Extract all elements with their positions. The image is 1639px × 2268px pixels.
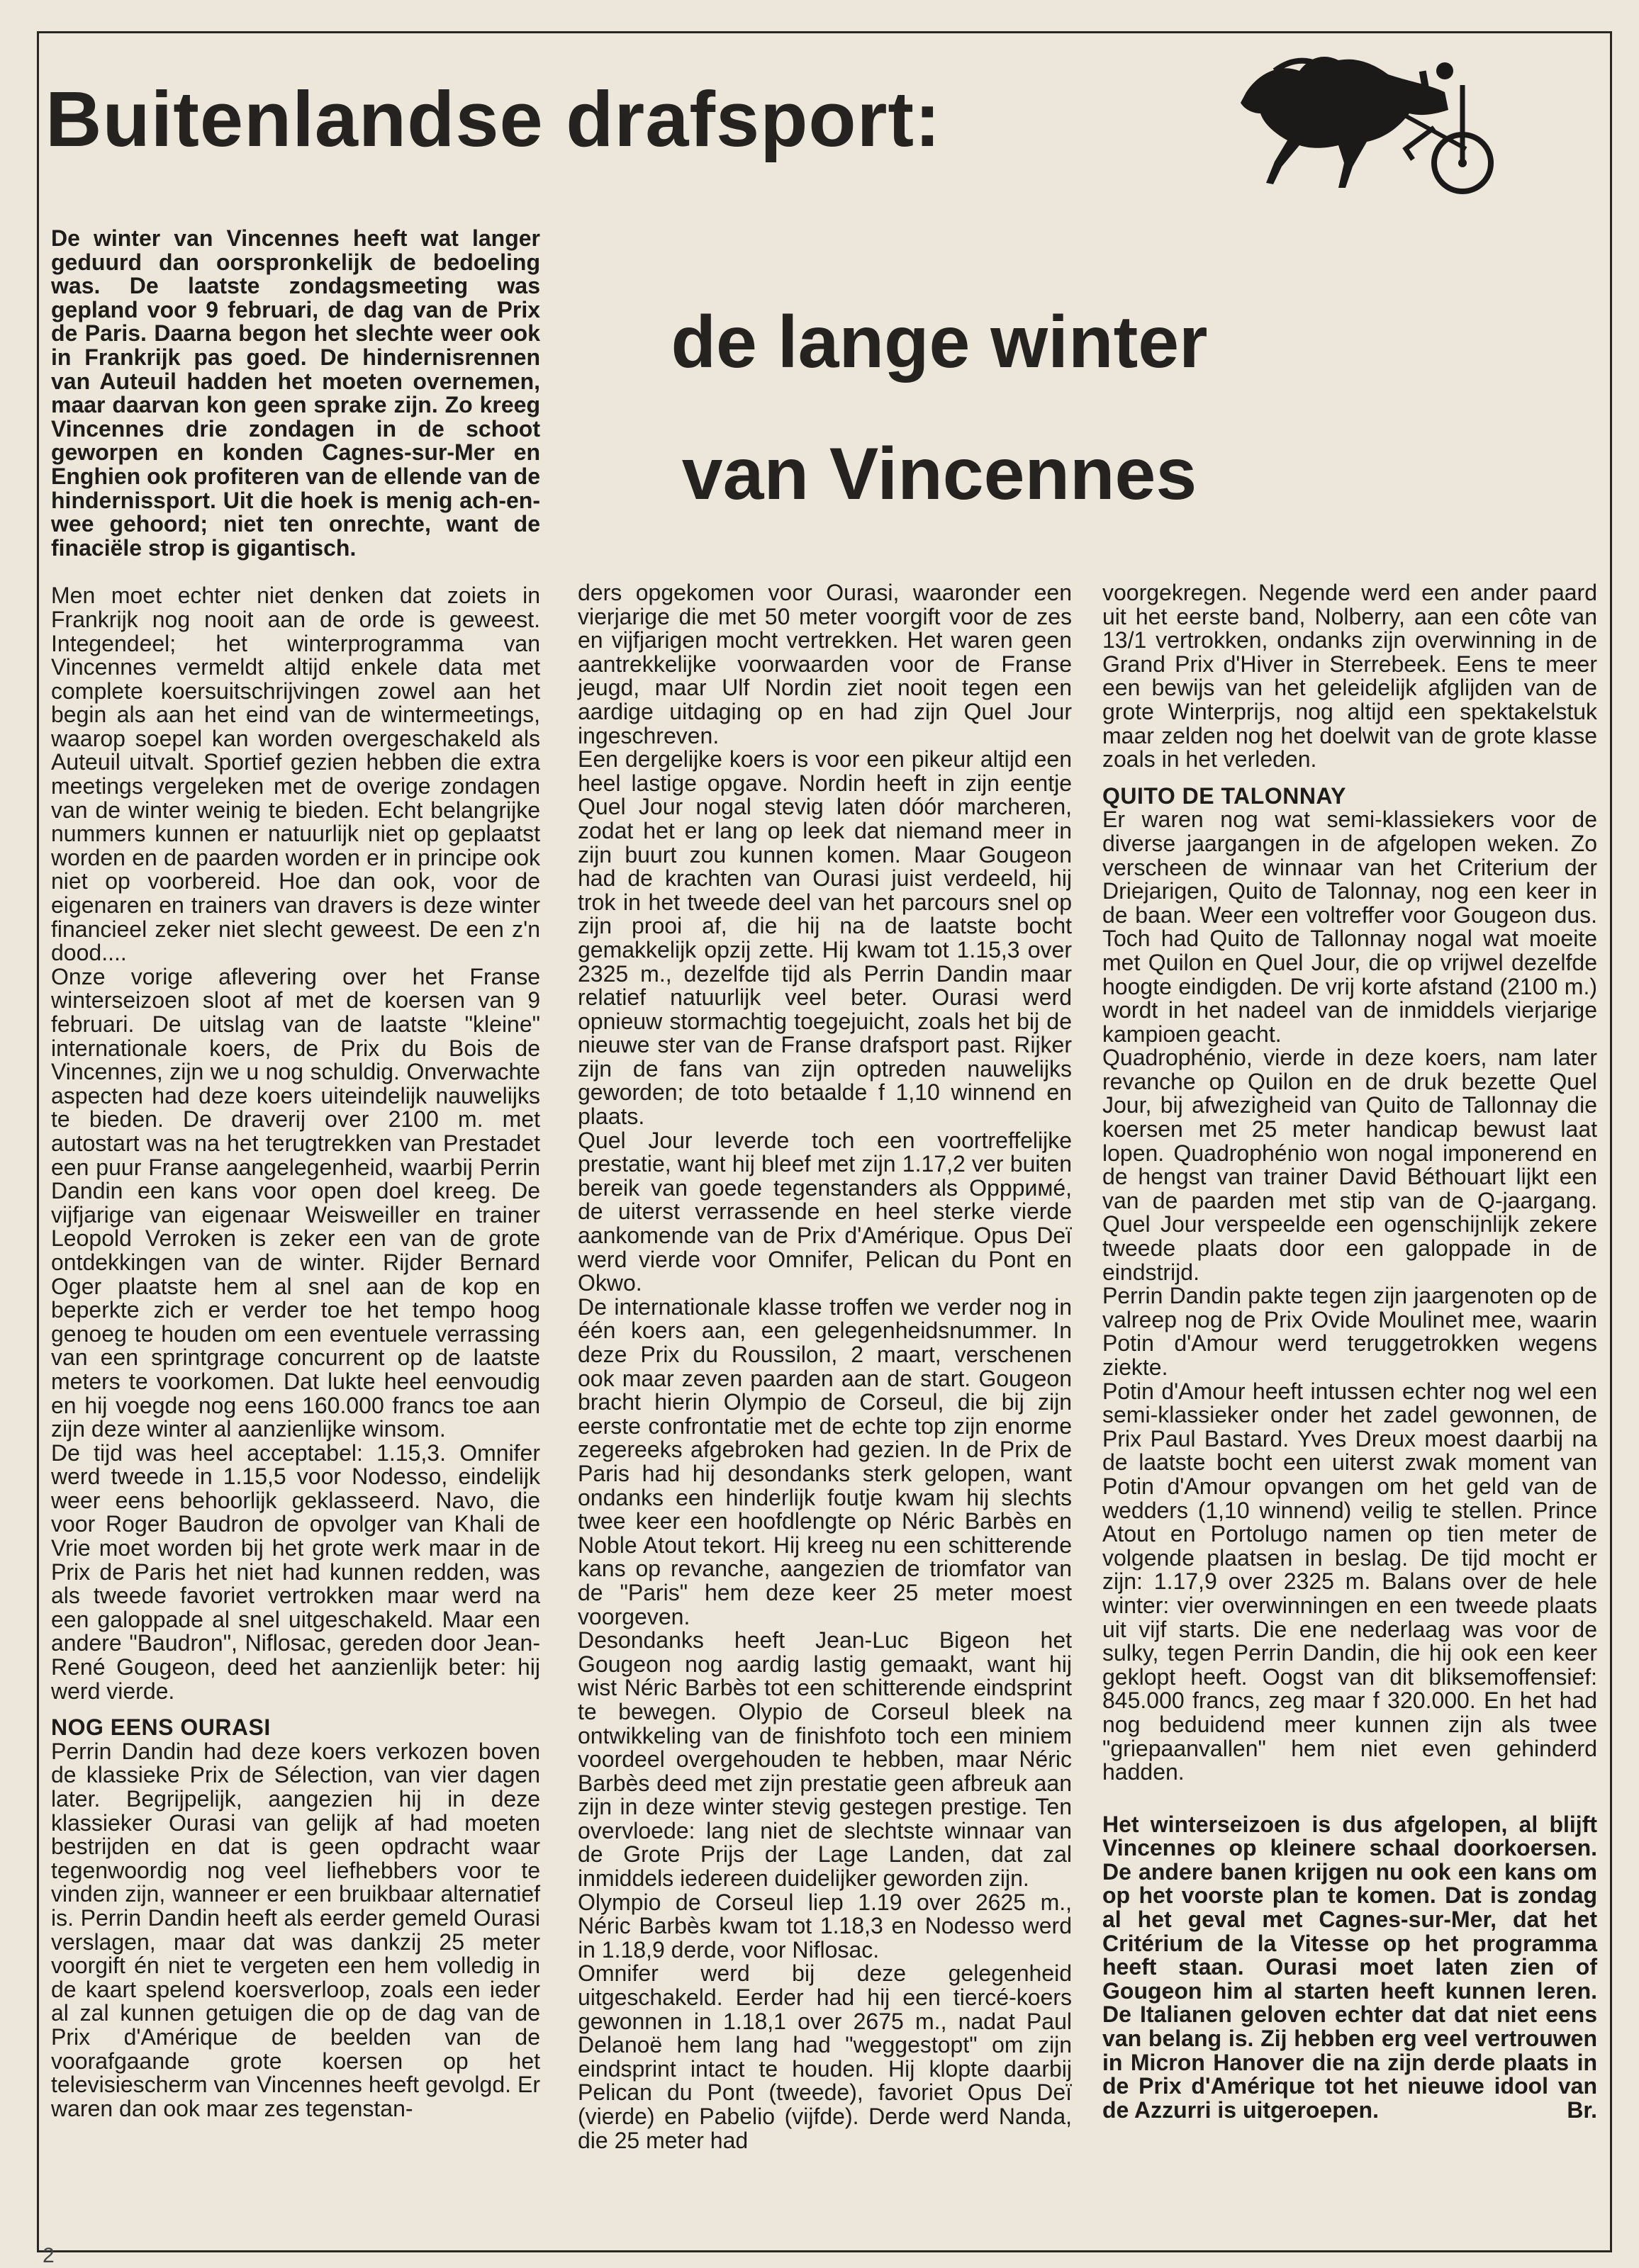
trotter-sulky-illustration bbox=[1232, 43, 1501, 206]
column-2 bbox=[578, 581, 1072, 2152]
paragraph: Potin d'Amour heeft intussen echter nog wel een semi-klassieker onder het zadel gewonnen, de Prix Paul Bastard. Yves Dreux moest daarbij na de laatste bocht een uiterst zwak moment van Potin d'Amour opvangen om het geld van de wedders (1,10 winnend) veilig te stellen. Prince Atout en Portolugo namen op tien meter de volgende plaatsen in beslag. De tijd mocht er zijn: 1.17,9 over 2325 m. Balans over de hele winter: vier overwinningen en een tweede plaats uit vijf starts. Die ene nederlaag was voor de sulky, tegen Perrin Dandin, die hij ook een keer geklopt heeft. Oogst van dit bliksemoffensief: 845.000 francs, zeg maar f 320.000. En het had nog beduidend meer kunnen zijn als twee "griepaanvallen" hem niet even gehinderd hadden. bbox=[1102, 1378, 1597, 1785]
intro-paragraph: De winter van Vincennes heeft wat langer geduurd dan oorspronkelijk de bedoeling was. De laatste zondagsmeeting was gepland voor 9 februari, de dag van de Prix de Paris. Daarna begon het slechte weer ook in Frankrijk pas goed. De hindernisrennen van Auteuil hadden het moeten overnemen, maar daarvan kon geen sprake zijn. Zo kreeg Vincennes drie zondagen in de schoot geworpen en konden Cagnes-sur-Mer en Enghien ook profiteren van de ellende van de hindernissport. Uit die hoek is menig ach-en-wee gehoord; niet ten onrechte, want de finaciële strop is gigantisch. bbox=[51, 225, 540, 561]
paragraph: Onze vorige aflevering over het Franse winterseizoen sloot af met de koersen van 9 februari. De uitslag van de laatste "kleine" internationale koers, de Prix du Bois de Vincennes, zijn we u nog schuldig. Onverwachte aspecten had deze koers uiteindelijk nauwelijks te bieden. De draverij over 2100 m. met autostart was na het terugtrekken van Prestadet een puur Franse aangelegenheid, waarbij Perrin Dandin een kans voor open doel kreeg. De vijfjarige van eigenaar Weisweiller en trainer Leopold Verroken is zeker een van de grote ontdekkingen van de winter. Rijder Bernard Oger plaatste hem al snel aan de kop en beperkte zich er verder toe het tempo hoog genoeg te houden om een eventuele verrassing van een sprintgrage concurrent op de laatste meters te voorkomen. Dat lukte heel eenvoudig en hij voegde nog eens 160.000 francs toe aan zijn deze winter al aanzienlijke winsom. bbox=[51, 963, 540, 1442]
subtitle-line-2: van Vincennes bbox=[681, 433, 1197, 515]
paragraph: Quel Jour leverde toch een voortreffelijke prestatie, want hij bleef met zijn 1.17,2 ver buiten bereik van goede tegenstanders als Oppримé, de uiterst verrassende en heel sterke vierde aankomende van de Prix d'Amérique. Opus Deï werd vierde voor Omnifer, Pelican du Pont en Okwo. bbox=[578, 1127, 1072, 1296]
page-number: 2 bbox=[43, 2244, 55, 2267]
paragraph: Perrin Dandin had deze koers verkozen boven de klassieke Prix de Sélection, van vier dagen later. Begrijpelijk, aangezien hij in deze klassieker Ourasi van gelijk af had moeten bestrijden en dat is geen opdracht waar tegenwoordig nog veel liefhebbers voor te vinden zijn, wanneer er een bruikbaar alternatief is. Perrin Dandin heeft als eerder gemeld Ourasi verslagen, maar dat was dankzij 25 meter voorgift én niet te vergeten een hem volledig in de kaart spelend koersverloop, zoals een ieder al zal kunnen getuigen die op de dag van de Prix d'Amérique de beelden van de voorafgaande grote koersen op het televisiescherm van Vincennes heeft gevolgd. Er waren dan ook maar zes tegenstan- bbox=[51, 1738, 540, 2121]
closing-paragraph bbox=[1102, 1813, 1597, 2123]
paragraph: Omnifer werd bij deze gelegenheid uitgeschakeld. Eerder had hij een tiercé-koers gewonnen in 1.18,1 over 2675 m., nadat Paul Delanoë hem lang had "weggestopt" om zijn eindsprint intact te houden. Hij klopte daarbij Pelican du Pont (tweede), favoriet Opus Deï (vierde) en Pabelio (vijfde). Derde werd Nanda, die 25 meter had bbox=[578, 1960, 1072, 2153]
closing-text: Het winterseizoen is dus afgelopen, al blijft Vincennes op kleinere schaal doorkoersen. De andere banen krijgen nu ook een kans om op het voorste plan te komen. Dat is zondag al het geval met Cagnes-sur-Mer, dat het Critérium de la Vitesse op het programma heeft staan. Ourasi moet laten zien of Gougeon him al starten heeft kunnen leren. De Italianen geloven echter dat dat niet eens van belang is. Zij hebben erg veel vertrouwen in Micron Hanover die na zijn derde plaats in de Prix d'Amérique tot het nieuwe idool van de Azzurri is uitgeroepen. bbox=[1102, 1811, 1597, 2123]
paragraph: Men moet echter niet denken dat zoiets in Frankrijk nog nooit aan de orde is geweest. Integendeel; het winterprogramma van Vincennes vermeldt altijd enkele data met complete koersuitschrijvingen zowel aan het begin als aan het eind van de wintermeetings, waarop soepel kan worden overgeschakeld als Auteuil uitvalt. Sportief gezien hebben die extra meetings vergeleken met de overige zondagen van de winter weinig te bieden. Echt belangrijke nummers kunnen er natuurlijk niet op geplaatst worden en de paarden worden er in principe ook niet op voorbereid. Hoe dan ook, voor de eigenaren en trainers van dravers is deze winter financieel zeker niet slecht geweest. De een z'n dood.... bbox=[51, 583, 540, 966]
paragraph: Desondanks heeft Jean-Luc Bigeon het Gougeon nog aardig lastig gemaakt, want hij wist Néric Barbès tot een schitterende eindsprint te bewegen. Olypio de Corseul bleek na ontwikkeling van de finishfoto toch een miniem voordeel overgehouden te hebben, maar Néric Barbès deed met zijn prestatie geen afbreuk aan zijn in deze winter stevig gestegen prestige. Ten overvloede: lang niet de slechtste winnaar van de Grote Prijs der Lage Landen, dat zal inmiddels iedereen duidelijker geworden zijn. bbox=[578, 1627, 1072, 1892]
section-heading: NOG EENS OURASI bbox=[51, 1714, 271, 1741]
paragraph: De tijd was heel acceptabel: 1.15,3. Omnifer werd tweede in 1.15,5 voor Nodesso, eindelijk weer eens behoorlijk geklasseerd. Navo, die voor Roger Baudron de opvolger van Khali de Vrie moet worden bij het grote werk maar in de Prix de Paris het niet had kunnen redden, was als tweede favoriet vertrokken maar werd na een galoppade al snel uitgeschakeld. Maar een andere "Baudron", Niflosac, gereden door Jean-René Gougeon, deed het aanzienlijk beter: hij werd vierde. bbox=[51, 1439, 540, 1704]
author-signature: Br. bbox=[1567, 2096, 1597, 2123]
paragraph: Er waren nog wat semi-klassiekers voor de diverse jaargangen in de afgelopen weken. Zo verscheen de winnaar van het Criterium der Driejarigen, Quito de Talonnay, nog een keer in de baan. Weer een voltreffer voor Gougeon dus. Toch had Quito de Tallonnay nogal wat moeite met Quilon en Quel Jour, die op vrijwel dezelfde hoogte eindigden. De vrij korte afstand (2100 m.) wordt in het nadeel van de inmiddels vierjarige kampioen geacht. bbox=[1102, 807, 1597, 1047]
subtitle-line-1: de lange winter bbox=[671, 301, 1208, 383]
section-heading: QUITO DE TALONNAY bbox=[1102, 782, 1346, 809]
paragraph: De internationale klasse troffen we verder nog in één koers aan, een gelegenheidsnummer. In deze Prix du Roussilon, 2 maart, verschenen ook maar zeven paarden aan de start. Gougeon bracht hierin Olympio de Corseul, die bij zijn eerste confrontatie met de echte top zijn enorme zegereeks afgebroken had gezien. In de Prix de Paris had hij desondanks sterk gelopen, want ondanks een hinderlijk foutje kwam hij slechts twee keer een hoofdlengte op Néric Barbès en Noble Atout tekort. Hij kreeg nu een schitterende kans op revanche, aangezien de triomfator van de "Paris" hem deze keer 25 meter moest voorgeven. bbox=[578, 1293, 1072, 1629]
column-3 bbox=[1102, 581, 1597, 2122]
paragraph: Een dergelijke koers is voor een pikeur altijd een heel lastige opgave. Nordin heeft in zijn eentje Quel Jour nogal stevig laten dóór marcheren, zodat het er lang op leek dat niemand meer in zijn buurt zou kunnen komen. Maar Gougeon had de krachten van Ourasi juist verdeeld, hij trok in het tweede deel van het parcours snel op zijn prooi af, die hij na de laatste bocht gemakkelijk opzij zette. Hij kwam tot 1.15,3 over 2325 m., dezelfde tijd als Perrin Dandin maar relatief natuurlijk veel beter. Ourasi werd opnieuw stormachtig toegejuicht, zoals het bij de nieuwe ster van de Franse drafsport past. Rijker zijn de fans van zijn optreden nauwelijks geworden; de toto betaalde f 1,10 winnend en plaats. bbox=[578, 746, 1072, 1130]
article-subtitle bbox=[567, 276, 1311, 540]
paragraph: Perrin Dandin pakte tegen zijn jaargenoten op de valreep nog de Prix Ovide Moulinet mee, waarin Potin d'Amour werd teruggetrokken wegens ziekte. bbox=[1102, 1283, 1597, 1380]
column-1 bbox=[51, 227, 540, 2121]
paragraph: ders opgekomen voor Ourasi, waaronder een vierjarige die met 50 meter voorgift voor de zes en vijfjarigen mocht vertrekken. Het waren geen aantrekkelijke voorwaarden voor de Franse jeugd, maar Ulf Nordin ziet nooit tegen een aardige uitdaging op en had zijn Quel Jour ingeschreven. bbox=[578, 580, 1072, 748]
paragraph: Olympio de Corseul liep 1.19 over 2625 m., Néric Barbès kwam tot 1.18,3 en Nodesso werd in 1.18,9 derde, voor Niflosac. bbox=[578, 1889, 1072, 1963]
paragraph: Quadrophénio, vierde in deze koers, nam later revanche op Quilon en de druk bezette Quel Jour, bij afwezigheid van Quito de Tallonnay die koersen met 25 meter handicap bewust laat lopen. Quadrophénio won nogal imponerend en de hengst van trainer David Béthouart lijkt een van de paarden met stip van de Q-jaargang. Quel Jour verspeelde een ogenschijnlijk zekere tweede plaats door een galoppade in de eindstrijd. bbox=[1102, 1045, 1597, 1285]
paragraph: voorgekregen. Negende werd een ander paard uit het eerste band, Nolberry, aan een côte van 13/1 vertrokken, ondanks zijn overwinning in de Grand Prix d'Hiver in Sterrebeek. Eens te meer een bewijs van het geleidelijk afglijden van de grote Winterprijs, nog altijd een spektakelstuk maar zelden nog het doelwit van de grote klasse zoals in het verleden. bbox=[1102, 580, 1597, 773]
article-title: Buitenlandse drafsport: bbox=[45, 76, 941, 163]
